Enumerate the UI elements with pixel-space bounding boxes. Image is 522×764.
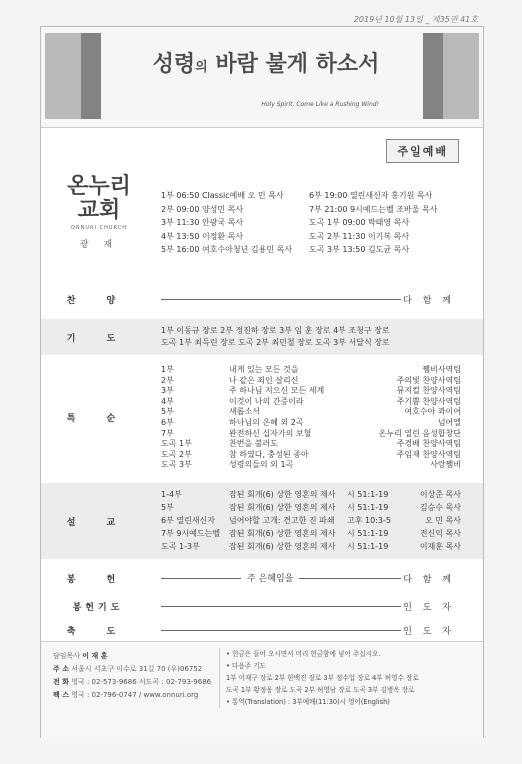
- fax-line: [53, 689, 211, 702]
- sermon-title: 넘어야할 고개: 견고한 진 파쇄: [229, 516, 335, 525]
- schedule-item: 5부 16:00 여호수아청년 김용민 목사: [161, 245, 293, 254]
- prayer-line: 1부 이동규 장로 2부 정진하 장로 3부 임 훈 장로 4부 조청구 장로: [161, 326, 390, 335]
- special-choir: 여호수아 콰이어: [404, 407, 461, 417]
- special-service: 도곡 1부: [161, 439, 192, 449]
- row-right: 인 도 자: [403, 603, 455, 613]
- schedule-left: [161, 189, 292, 257]
- phone-line: [53, 676, 211, 689]
- sermon-title: 잠된 회개(6) 상한 영혼의 제사: [229, 490, 336, 499]
- sermon-preacher: 오 민 목사: [425, 516, 461, 525]
- special-song: 성령의들의 외 1곡: [229, 460, 294, 470]
- sermon-ref: 시 51:1-19: [347, 503, 389, 512]
- hymn-row: [41, 287, 483, 311]
- prayer-line: 도곡 1부 최득린 장로 도곡 2부 최민철 장로 도곡 3부 서달식 장로: [161, 338, 390, 347]
- special-song: 하나님의 은혜 외 2곡: [229, 417, 304, 427]
- special-service: 5부: [161, 407, 174, 417]
- special-choir: 주임재 찬양사역팀: [396, 449, 461, 459]
- service-tag: 주일예배: [386, 139, 459, 163]
- special-choir: 주경배 찬양사역팀: [396, 439, 461, 449]
- special-services: [161, 365, 192, 471]
- title-part: 바람 불게 하소서: [207, 51, 380, 77]
- special-choir: 온누리 열린 음성합창단: [378, 428, 461, 438]
- special-row: [41, 361, 483, 479]
- address-label: 주 소: [53, 665, 69, 673]
- title-part: 성령: [152, 51, 196, 77]
- special-song: 이것이 나의 간증이라: [229, 396, 304, 406]
- special-service: 6부: [161, 417, 174, 427]
- schedule-item: 도곡 2부 11:30 이기복 목사: [309, 231, 410, 241]
- banner-deco: [423, 33, 443, 119]
- bulletin-footer: [41, 641, 483, 738]
- schedule-item: 1부 06:50 Classic예배 오 민 목사: [161, 191, 284, 200]
- sermon-service: 1-4부: [161, 490, 182, 499]
- row-label: 축 도: [66, 627, 130, 637]
- sermon-preacher: 이재훈 목사: [419, 542, 461, 551]
- announcement: 도곡 1부 황정웅 장로 도곡 2부 허영남 장로 도곡 3부 김병옥 장로: [226, 686, 415, 694]
- special-song: 새롭소서: [229, 407, 260, 417]
- bulletin-subtitle: Holy Spirit, Come Like a Rushing Wind!: [261, 101, 379, 108]
- benediction-row: [41, 619, 483, 641]
- special-song: 나 같은 죄인 살리신: [229, 375, 299, 385]
- sermon-titles: [229, 488, 336, 553]
- fax-value: 영국 : 02-796-0747 / www.onnuri.org: [71, 691, 199, 699]
- row-label: 기 도: [66, 334, 130, 344]
- sermon-ref: 고후 10:3-5: [347, 516, 391, 525]
- sermon-ref: 시 51:1-19: [347, 490, 389, 499]
- prayer-row: [41, 319, 483, 355]
- row-label: 봉 헌: [66, 575, 130, 585]
- pastor-label: 담임목사: [53, 652, 81, 660]
- announcement: • 헌금은 들어 오시면서 미리 헌금함에 넣어 주십시오.: [226, 650, 381, 658]
- sermon-title: 잠된 회개(6) 상한 영혼의 제사: [229, 529, 336, 538]
- sermon-refs: [347, 488, 391, 553]
- announcement: 1부 이재구 장로 2부 한백진 장로 3부 정수업 장로 4부 허영수 장로: [226, 674, 419, 682]
- issue-dateline: 2019년 10월 13일 _ 제35권 41호: [353, 15, 478, 24]
- special-choir: 사랑쨈비: [430, 460, 461, 470]
- title-part: 의: [195, 60, 208, 75]
- special-song: 찬번을 불러도: [229, 439, 278, 449]
- schedule-item: 도곡 1부 09:00 박태영 목사: [309, 218, 410, 227]
- special-service: 도곡 2부: [161, 449, 192, 459]
- church-info: [53, 650, 211, 702]
- logo-label: 광 재: [79, 240, 119, 250]
- schedule-item: 4부 13:50 이정환 목사: [161, 231, 244, 241]
- schedule-item: 6부 19:00 열린새신자 홍기원 목사: [309, 191, 433, 200]
- special-service: 3부: [161, 386, 174, 396]
- address-value: 서울시 서초구 이수로 31길 70 (우)06752: [71, 665, 203, 673]
- sermon-preacher: 김승수 목사: [419, 503, 461, 512]
- announcement: • 다음주 기도: [226, 662, 266, 670]
- sermon-ref: 시 51:1-19: [347, 542, 389, 551]
- sermon-service: 6부 열린새신자: [161, 516, 216, 525]
- row-label: 특 순: [66, 414, 130, 424]
- phone-label: 전 화: [53, 678, 69, 686]
- row-label: 봉헌기도: [72, 603, 124, 613]
- sermon-ref: 시 51:1-19: [347, 529, 389, 538]
- special-choir: 주의빛 찬양사역팀: [396, 375, 461, 385]
- schedule-item: 7부 21:00 9시예드는벨 조바울 목사: [309, 204, 438, 214]
- sermon-services: [161, 488, 220, 553]
- bulletin-title: [141, 47, 391, 78]
- church-logo: [59, 175, 139, 271]
- special-choir: 주기쁨 찬양사역팀: [396, 396, 461, 406]
- fax-label: 팩 스: [53, 691, 69, 699]
- row-line: [161, 630, 401, 631]
- phone-value: 영국 : 02-573-9686 서도곡 : 02-793-9686: [71, 678, 212, 686]
- row-right: 다 함 께: [403, 575, 455, 585]
- sermon-service: 7부 9시예드는벨: [161, 529, 221, 538]
- bulletin-page: [40, 26, 484, 738]
- special-choir: 뮤지컬 찬양사역팀: [396, 386, 461, 396]
- pastor-line: [53, 650, 211, 663]
- row-right: 다 함 께: [403, 296, 455, 306]
- sermon-title: 잠된 회개(6) 상한 영혼의 제사: [229, 542, 336, 551]
- logo-text: 교회: [77, 198, 121, 223]
- schedule-right: [309, 189, 437, 257]
- logo-english: ONNURI CHURCH: [70, 225, 127, 231]
- special-choir: 넘어엘: [437, 417, 461, 427]
- sermon-title: 잠된 회개(6) 상한 영혼의 제사: [229, 503, 336, 512]
- title-banner: [41, 27, 483, 128]
- sermon-preachers: [420, 488, 461, 553]
- row-line: [161, 606, 401, 607]
- offering-prayer-row: [41, 595, 483, 617]
- row-label: 설 교: [66, 518, 130, 528]
- banner-deco: [443, 33, 479, 119]
- sermon-preacher: 전신익 목사: [419, 529, 461, 538]
- banner-deco: [45, 33, 81, 119]
- special-service: 7부: [161, 428, 174, 438]
- sermon-service: 5부: [161, 503, 174, 512]
- pastor-name: 이 재 훈: [82, 652, 108, 660]
- row-line: [161, 299, 401, 300]
- address-line: [53, 663, 211, 676]
- sermon-preacher: 이상준 목사: [419, 490, 461, 499]
- announcement: • 통역(Translation) : 3부예배(11:30)시 영어(English): [226, 698, 390, 706]
- special-song: 완전하신 십자가의 보혈: [229, 428, 312, 438]
- special-song: 참 하였다, 충성된 종아: [229, 449, 309, 459]
- announcements: [219, 648, 419, 708]
- special-service: 4부: [161, 396, 174, 406]
- offering-row: [41, 567, 483, 589]
- sermon-row: [41, 483, 483, 559]
- special-service: 도곡 3부: [161, 460, 192, 470]
- row-label: 찬 양: [66, 296, 130, 306]
- prayer-list: [161, 325, 390, 349]
- special-songs: [229, 365, 324, 471]
- row-right: 인 도 자: [403, 627, 455, 637]
- special-service: 1부: [161, 365, 174, 374]
- special-service: 2부: [161, 375, 174, 385]
- schedule-item: 2부 09:00 양성민 목사: [161, 204, 244, 214]
- schedule-item: 도곡 3부 13:50 김도균 목사: [309, 245, 410, 254]
- logo-text: 온누리: [67, 174, 131, 199]
- banner-deco: [81, 33, 101, 119]
- special-choirs: [379, 365, 461, 471]
- special-song: 주 하나님 지으신 모든 세계: [229, 386, 325, 396]
- offering-song: 주 은혜임을: [241, 571, 299, 584]
- schedule-item: 3부 11:30 안광국 목사: [161, 218, 244, 227]
- sermon-service: 도곡 1-3부: [161, 542, 200, 551]
- special-song: 내게 있는 모든 것을: [229, 365, 299, 374]
- special-choir: 쨈비사역팀: [422, 365, 461, 374]
